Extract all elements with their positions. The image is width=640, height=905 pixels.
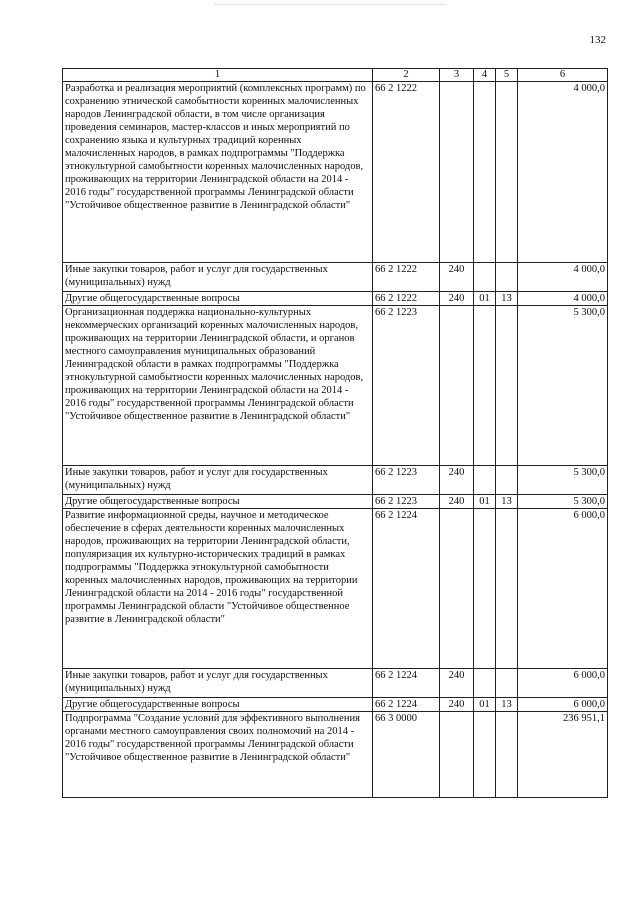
row-target-code: 66 2 1222 (373, 82, 440, 263)
table-row (63, 466, 608, 495)
row-sum: 4 000,0 (518, 263, 608, 292)
row-sum: 6 000,0 (518, 509, 608, 669)
table-row (63, 306, 608, 466)
budget-table (62, 68, 608, 798)
row-description: Подпрограмма "Создание условий для эффективного выполнения органами местного самоуправления своих полномочий на 2014 - 2016 годы" государственной программы Ленинградской области "Устойчивое общественное развитие в Ленинградской области" (63, 712, 373, 798)
row-expense-type: 240 (440, 292, 474, 306)
column-header: 5 (496, 69, 518, 82)
column-header: 3 (440, 69, 474, 82)
table-row (63, 292, 608, 306)
column-header: 2 (373, 69, 440, 82)
row-subsection (496, 669, 518, 698)
column-header: 6 (518, 69, 608, 82)
row-expense-type: 240 (440, 698, 474, 712)
row-section (474, 82, 496, 263)
column-header: 4 (474, 69, 496, 82)
row-section: 01 (474, 292, 496, 306)
row-description: Другие общегосударственные вопросы (63, 292, 373, 306)
row-description: Иные закупки товаров, работ и услуг для государственных (муниципальных) нужд (63, 263, 373, 292)
row-section: 01 (474, 698, 496, 712)
row-expense-type (440, 306, 474, 466)
row-expense-type: 240 (440, 466, 474, 495)
row-sum: 5 300,0 (518, 466, 608, 495)
row-description: Другие общегосударственные вопросы (63, 698, 373, 712)
row-section (474, 263, 496, 292)
row-target-code: 66 2 1224 (373, 698, 440, 712)
row-target-code: 66 2 1222 (373, 292, 440, 306)
row-description: Организационная поддержка национально-культурных некоммерческих организаций коренных малочисленных народов, проживающих на территории Ленинградской области, и органов местного самоуправления муниципальных образований Ленинградской области в рамках подпрограммы "Поддержка этнокультурной самобытности коренных малочисленных народов, проживающих на территории Ленинградской области на 2014 - 2016 годы" государственной программы Ленинградской области "Устойчивое общественное развитие в Ленинградской области" (63, 306, 373, 466)
row-target-code: 66 2 1224 (373, 669, 440, 698)
row-subsection: 13 (496, 292, 518, 306)
scan-artifact (215, 4, 445, 6)
row-subsection: 13 (496, 698, 518, 712)
row-expense-type (440, 509, 474, 669)
row-expense-type (440, 712, 474, 798)
table-header-row (63, 69, 608, 82)
column-header: 1 (63, 69, 373, 82)
row-subsection (496, 509, 518, 669)
table-row (63, 509, 608, 669)
table-row (63, 263, 608, 292)
row-sum: 4 000,0 (518, 292, 608, 306)
row-expense-type: 240 (440, 263, 474, 292)
row-section: 01 (474, 495, 496, 509)
row-subsection (496, 306, 518, 466)
row-section (474, 306, 496, 466)
row-description: Иные закупки товаров, работ и услуг для государственных (муниципальных) нужд (63, 466, 373, 495)
row-sum: 5 300,0 (518, 306, 608, 466)
table-row (63, 698, 608, 712)
table-row (63, 495, 608, 509)
row-subsection (496, 82, 518, 263)
row-subsection (496, 263, 518, 292)
row-sum: 6 000,0 (518, 698, 608, 712)
row-target-code: 66 2 1223 (373, 306, 440, 466)
row-target-code: 66 2 1224 (373, 509, 440, 669)
row-expense-type: 240 (440, 495, 474, 509)
row-target-code: 66 2 1223 (373, 495, 440, 509)
table-row (63, 712, 608, 798)
table-row (63, 82, 608, 263)
row-description: Другие общегосударственные вопросы (63, 495, 373, 509)
row-target-code: 66 2 1223 (373, 466, 440, 495)
row-subsection (496, 712, 518, 798)
row-sum: 6 000,0 (518, 669, 608, 698)
row-target-code: 66 3 0000 (373, 712, 440, 798)
row-description: Разработка и реализация мероприятий (комплексных программ) по сохранению этнической самобытности коренных малочисленных народов Ленинградской области, в том числе организация проведения семинаров, мастер-классов и иных мероприятий по сохранению языка и культурных традиций коренных малочисленных народов, в рамках подпрограммы "Поддержка этнокультурной самобытности коренных малочисленных народов, проживающих на территории Ленинградской области на 2014 - 2016 годы" государственной программы Ленинградской области "Устойчивое общественное развитие в Ленинградской области" (63, 82, 373, 263)
row-subsection: 13 (496, 495, 518, 509)
row-expense-type (440, 82, 474, 263)
row-sum: 4 000,0 (518, 82, 608, 263)
row-subsection (496, 466, 518, 495)
row-expense-type: 240 (440, 669, 474, 698)
row-section (474, 712, 496, 798)
row-section (474, 669, 496, 698)
row-sum: 236 951,1 (518, 712, 608, 798)
row-section (474, 466, 496, 495)
row-description: Иные закупки товаров, работ и услуг для государственных (муниципальных) нужд (63, 669, 373, 698)
row-description: Развитие информационной среды, научное и методическое обеспечение в сферах деятельности коренных малочисленных народов, проживающих на территории Ленинградской области, популяризация их культурно-исторических традиций в рамках подпрограммы "Поддержка этнокультурной самобытности коренных малочисленных народов, проживающих на территории Ленинградской области на 2014 - 2016 годы" государственной программы Ленинградской области "Устойчивое общественное развитие в Ленинградской области" (63, 509, 373, 669)
row-section (474, 509, 496, 669)
row-sum: 5 300,0 (518, 495, 608, 509)
row-target-code: 66 2 1222 (373, 263, 440, 292)
table-row (63, 669, 608, 698)
page-number: 132 (589, 34, 606, 46)
